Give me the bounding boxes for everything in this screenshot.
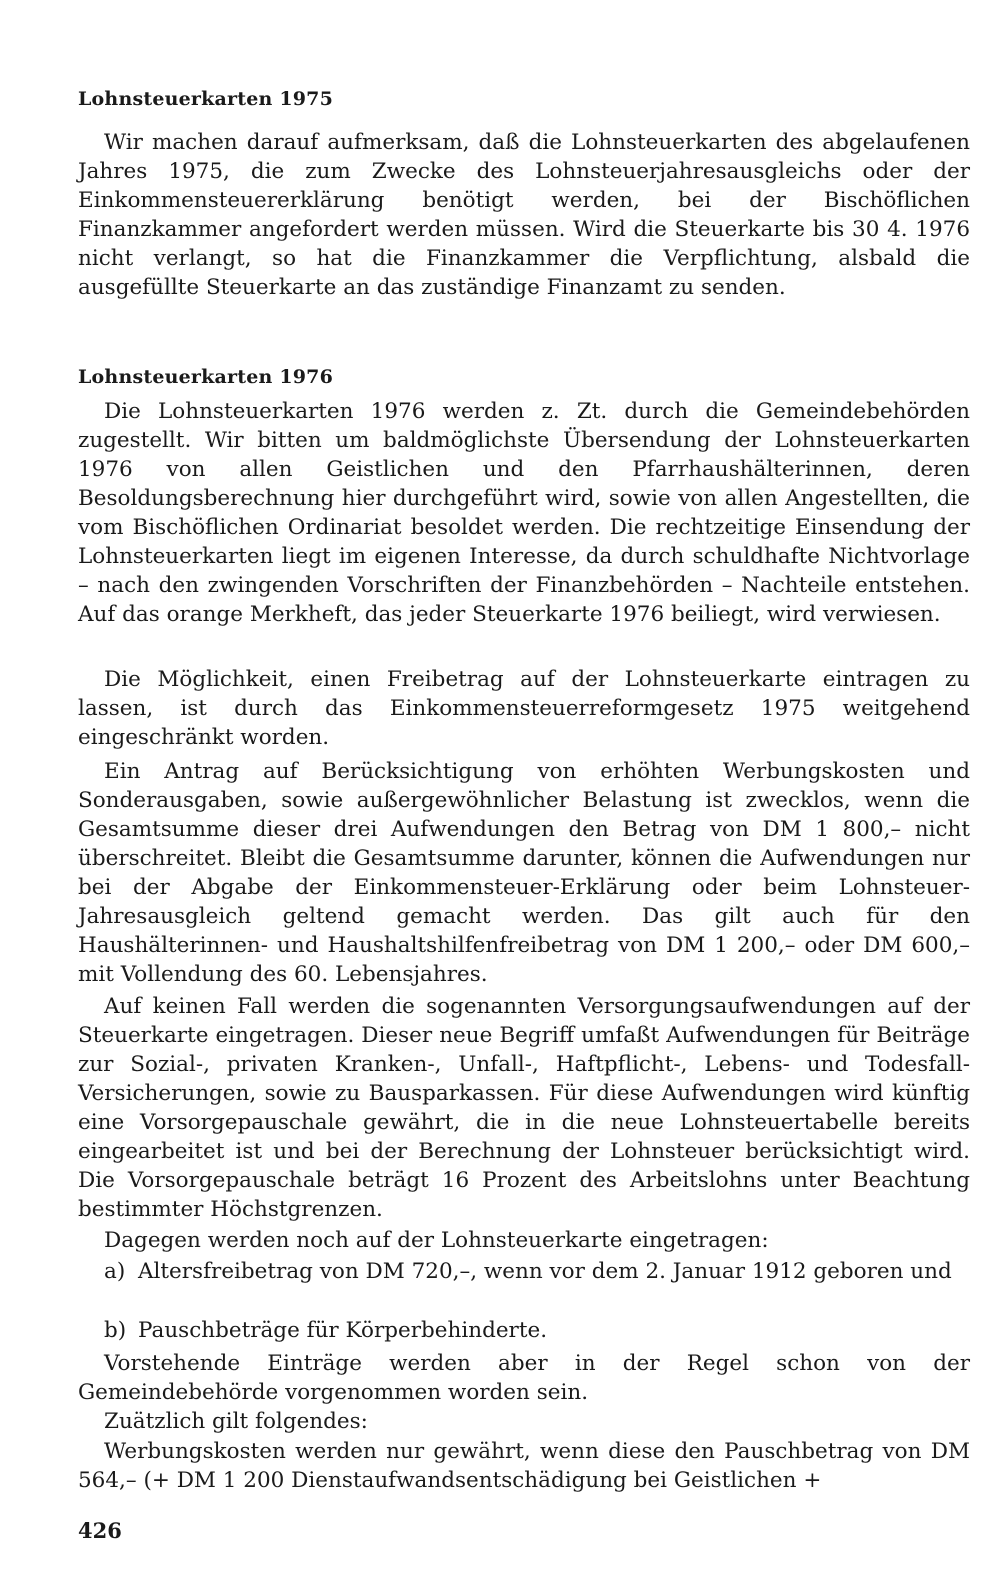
paragraph-vorstehende: Vorstehende Einträge werden aber in der Regel schon von der Gemeindebehörde vorgenommen worden sein. — [78, 1351, 970, 1405]
paragraph-dagegen: Dagegen werden noch auf der Lohnsteuerkarte eingetragen: — [104, 1228, 769, 1253]
section-heading-1975: Lohnsteuerkarten 1975 — [78, 88, 333, 110]
paragraph-versorgung: Auf keinen Fall werden die sogenannten Versorgungsaufwendungen auf der Steuerkarte eingetragen. Dieser neue Begriff umfaßt Aufwendungen für Beiträge zur Sozial-, privaten Kranken-, Unfall-, Haftpflicht-, Lebens- und Todesfall-Versicherungen, sowie zu Bausparkassen. Für diese Aufwendungen wird künftig eine Vorsorgepauschale gewährt, die in die neue Lohnsteuertabelle bereits eingearbeitet ist und bei der Berechnung der Lohnsteuer berücksichtigt wird. Die Vorsorgepauschale beträgt 16 Prozent des Arbeitslohns unter Beachtung bestimmter Höchstgrenzen. — [78, 994, 970, 1222]
document-page — [78, 0, 970, 1570]
paragraph-1976-intro: Die Lohnsteuerkarten 1976 werden z. Zt. durch die Gemeindebehörden zugestellt. Wir bitten um baldmöglichste Übersendung der Lohnsteuerkarten 1976 von allen Geistlichen und den Pfarrhaushälterinnen, deren Besoldungsberechnung hier durchgeführt wird, sowie von allen Angestellten, die vom Bischöflichen Ordinariat besoldet werden. Die rechtzeitige Einsendung der Lohnsteuerkarten liegt im eigenen Interesse, da durch schuldhafte Nichtvorlage – nach den zwingenden Vorschriften der Finanzbehörden – Nachteile entstehen. Auf das orange Merkheft, das jeder Steuerkarte 1976 beiliegt, wird verwiesen. — [78, 399, 970, 627]
section-heading-1976: Lohnsteuerkarten 1976 — [78, 366, 333, 388]
page-number: 426 — [78, 1518, 122, 1543]
list-marker: b) — [104, 1318, 127, 1343]
paragraph-zusaetzlich: Zuätzlich gilt folgendes: — [104, 1409, 368, 1434]
list-item-text: Altersfreibetrag von DM 720,–, wenn vor dem 2. Januar 1912 geboren und — [138, 1259, 952, 1284]
list-marker: a) — [104, 1259, 126, 1284]
list-item-a — [104, 1257, 970, 1286]
paragraph-1975-notice: Wir machen darauf aufmerksam, daß die Lohnsteuerkarten des abgelaufenen Jahres 1975, die zum Zwecke des Lohnsteuerjahresausgleichs oder der Einkommensteuererklärung benötigt werden, bei der Bischöflichen Finanzkammer angefordert werden müssen. Wird die Steuerkarte bis 30 4. 1976 nicht verlangt, so hat die Finanzkammer die Verpflichtung, alsbald die ausgefüllte Steuerkarte an das zuständige Finanzamt zu senden. — [78, 130, 970, 300]
paragraph-werbungskosten: Werbungskosten werden nur gewährt, wenn diese den Pauschbetrag von DM 564,– (+ DM 1 200 Dienstaufwandsentschädigung bei Geistlichen + — [78, 1439, 970, 1493]
paragraph-freibetrag: Die Möglichkeit, einen Freibetrag auf der Lohnsteuerkarte eintragen zu lassen, ist durch das Einkommensteuerreformgesetz 1975 weitgehend eingeschränkt worden. — [78, 667, 970, 750]
paragraph-antrag: Ein Antrag auf Berücksichtigung von erhöhten Werbungskosten und Sonderausgaben, sowie außergewöhnlicher Belastung ist zwecklos, wenn die Gesamtsumme dieser drei Aufwendungen den Betrag von DM 1 800,– nicht überschreitet. Bleibt die Gesamtsumme darunter, können die Aufwendungen nur bei der Abgabe der Einkommensteuer-Erklärung oder beim Lohnsteuer-Jahresausgleich geltend gemacht werden. Das gilt auch für den Haushälterinnen- und Haushaltshilfenfreibetrag von DM 1 200,– oder DM 600,– mit Vollendung des 60. Lebensjahres. — [78, 759, 970, 987]
list-item-text: Pauschbeträge für Körperbehinderte. — [138, 1318, 548, 1343]
list-item-b — [104, 1316, 970, 1345]
